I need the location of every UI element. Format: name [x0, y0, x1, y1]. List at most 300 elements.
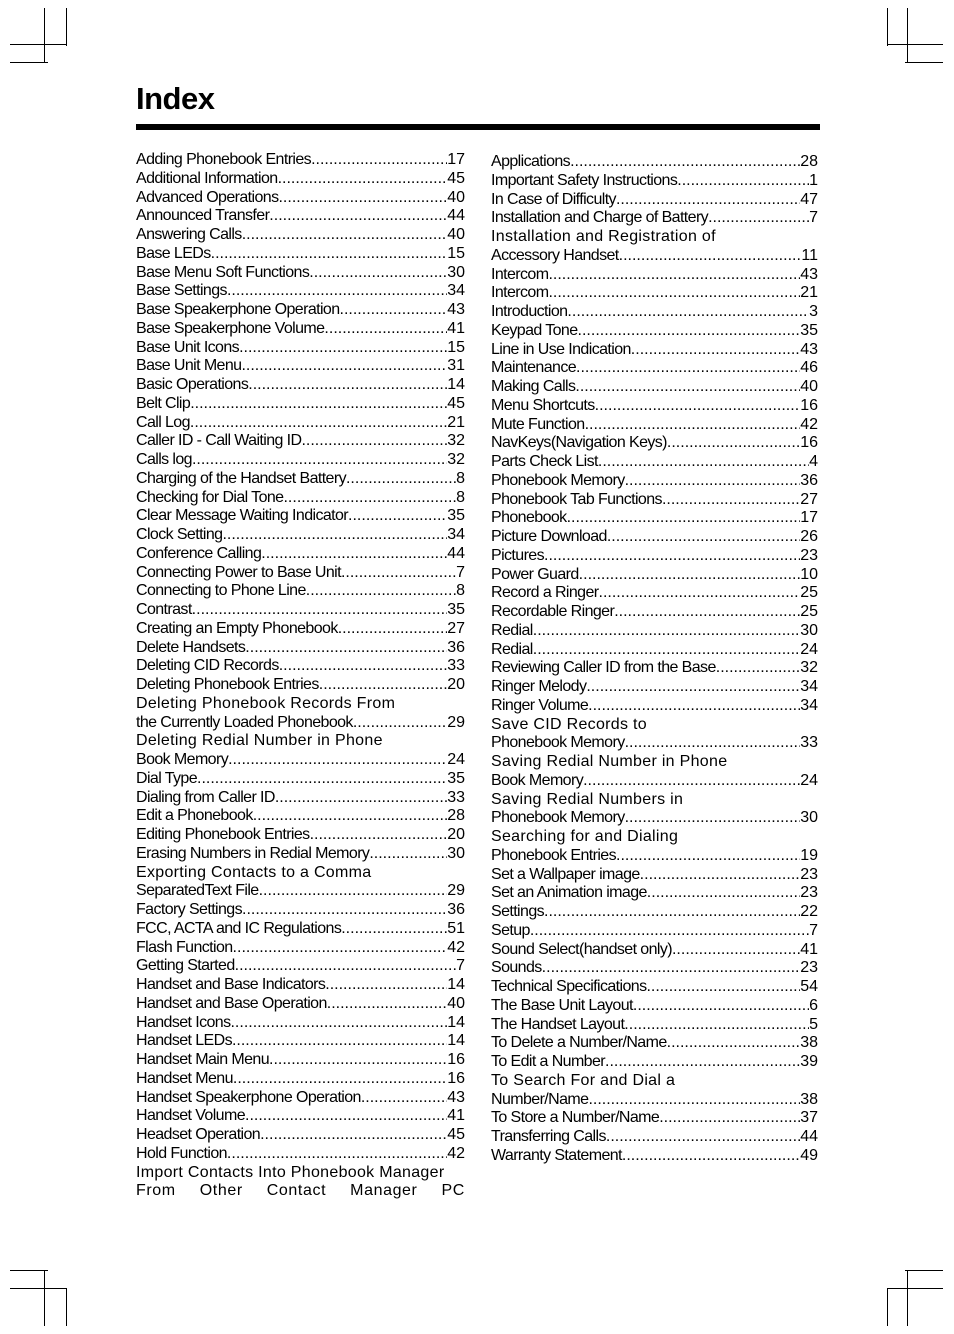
index-entry: [491, 303, 818, 322]
index-entry: [136, 770, 465, 789]
index-entry-label: Book Memory: [136, 751, 229, 768]
index-entry-label: Creating an Empty Phonebook: [136, 619, 338, 637]
dot-leader: [640, 866, 801, 885]
dot-leader: [599, 584, 801, 603]
index-entry-page: 45: [447, 169, 465, 187]
index-entry: [491, 1109, 818, 1128]
index-entry-page: 44: [800, 1128, 818, 1145]
dot-leader: [242, 226, 447, 245]
index-entry: [136, 339, 465, 358]
index-entry-label: Technical Specifications: [491, 978, 647, 995]
index-entry: [136, 282, 465, 301]
dot-leader: [227, 282, 447, 301]
index-entry-label: To Edit a Number: [491, 1053, 606, 1070]
index-entry: [136, 564, 465, 583]
index-entry: [136, 357, 465, 376]
dot-leader: [708, 209, 809, 228]
index-entry-label: NavKeys(Navigation Keys): [491, 434, 667, 452]
index-entry-page: 7: [456, 563, 465, 581]
dot-leader: [259, 882, 448, 901]
index-entry: [491, 547, 818, 566]
index-entry: [491, 397, 818, 416]
index-entry: [136, 301, 465, 320]
dot-leader: [232, 1032, 447, 1051]
index-entry: [491, 472, 818, 491]
index-entry-page: 36: [800, 471, 818, 489]
dot-leader: [327, 995, 447, 1014]
index-entry-label: SeparatedText File: [136, 882, 259, 900]
index-entry-label: Announced Transfer: [136, 207, 270, 225]
index-entry-page: 49: [800, 1146, 818, 1164]
index-entry: [136, 826, 465, 845]
index-entry-label: Handset Menu: [136, 1069, 233, 1087]
index-entry-page: 30: [447, 844, 465, 862]
dot-leader: [197, 770, 447, 789]
dot-leader: [353, 714, 447, 733]
crop-mark: [887, 8, 888, 46]
index-entry-label: Maintenance: [491, 359, 577, 377]
index-entry: [136, 882, 465, 901]
dot-leader: [211, 245, 448, 264]
index-entry-page: 24: [800, 640, 818, 658]
index-entry-label: the Currently Loaded Phonebook: [136, 713, 353, 731]
index-word: Other: [199, 1182, 243, 1200]
index-entry: [491, 1016, 818, 1035]
index-entry-page: 37: [800, 1109, 818, 1127]
index-entry-label: Applications: [491, 153, 571, 170]
index-entry-label: Installation and Charge of Battery: [491, 209, 709, 227]
dot-leader: [646, 978, 800, 997]
index-entry-page: 5: [809, 1015, 818, 1033]
index-entry-first-line: Import Contacts Into Phonebook Manager: [136, 1163, 445, 1181]
crop-mark: [905, 62, 943, 63]
dot-leader: [586, 678, 800, 697]
crop-mark: [66, 1288, 67, 1326]
index-entry-label: Introduction: [491, 303, 568, 320]
index-entry-page: 23: [800, 959, 818, 977]
index-entry: [136, 957, 465, 976]
dot-leader: [241, 357, 447, 376]
index-entry-label: Handset and Base Indicators: [136, 976, 326, 993]
index-entry: [136, 395, 465, 414]
dot-leader: [228, 751, 447, 770]
dot-leader: [324, 320, 447, 339]
dot-leader: [192, 601, 448, 620]
index-entry-page: 8: [456, 469, 465, 487]
index-entry-page: 40: [447, 226, 465, 243]
dot-leader: [598, 453, 809, 472]
index-entry-label: Handset and Base Operation: [136, 994, 327, 1012]
index-entry-label: Mute Function: [491, 415, 585, 433]
index-entry-label: Warranty Statement: [491, 1146, 622, 1164]
dot-leader: [633, 997, 809, 1016]
index-entry: [136, 582, 465, 601]
index-entry-page: 8: [456, 582, 465, 600]
crop-mark: [10, 1288, 66, 1289]
crop-mark: [44, 1270, 45, 1326]
dot-leader: [222, 526, 447, 545]
index-entry-page: 23: [800, 865, 818, 883]
index-entry-label: Record a Ringer: [491, 584, 599, 602]
index-entry-label: Dialing from Caller ID: [136, 788, 275, 806]
index-entry: [136, 264, 465, 283]
dot-leader: [533, 641, 800, 660]
index-entry-first-line: Save CID Records to: [491, 715, 647, 733]
index-entry: [491, 866, 818, 885]
index-entry-label: Phonebook Memory: [491, 471, 625, 489]
dot-leader: [595, 397, 801, 416]
index-entry: [136, 151, 465, 170]
dot-leader: [605, 1053, 800, 1072]
dot-leader: [235, 957, 456, 976]
crop-mark: [10, 44, 66, 45]
index-entry-label: Additional Information: [136, 169, 278, 187]
index-entry-label: Phonebook Entries: [491, 846, 617, 864]
index-entry-label: Phonebook: [491, 509, 567, 527]
index-entry-label: Base Speakerphone Volume: [136, 319, 325, 337]
dot-leader: [567, 303, 809, 322]
index-entry-page: 24: [800, 771, 818, 789]
index-entry-page: 6: [809, 996, 818, 1014]
index-entry-label: Number/Name: [491, 1090, 589, 1108]
dot-leader: [542, 959, 801, 978]
dot-leader: [575, 378, 800, 397]
index-entry-label: Redial: [491, 621, 533, 639]
index-entry: [136, 1014, 465, 1033]
index-entry-first-line: Installation and Registration of: [491, 228, 716, 245]
index-entry: [136, 526, 465, 545]
crop-mark: [887, 1288, 943, 1289]
index-entry-label: Edit a Phonebook: [136, 807, 253, 825]
index-entry-label: Base Settings: [136, 282, 227, 300]
index-entry-label: Call Log: [136, 413, 190, 431]
index-entry-page: 28: [800, 153, 818, 170]
dot-leader: [533, 622, 800, 641]
index-entry-page: 14: [447, 1032, 465, 1050]
dot-leader: [338, 620, 447, 639]
index-entry: [136, 657, 465, 676]
index-entry: [491, 341, 818, 360]
dot-leader: [662, 491, 800, 510]
index-entry-page: 34: [447, 526, 465, 543]
index-entry-page: 30: [800, 621, 818, 639]
index-entry-label: Belt Clip: [136, 394, 191, 412]
crop-mark: [10, 1270, 48, 1271]
index-word: From: [136, 1182, 176, 1200]
index-entry: [491, 359, 818, 378]
crop-mark: [907, 8, 908, 62]
index-entry-label: Handset Volume: [136, 1107, 246, 1125]
index-entry-label: Factory Settings: [136, 901, 243, 918]
index-entry: [491, 172, 818, 191]
index-entry-label: Clock Setting: [136, 526, 223, 543]
dot-leader: [614, 603, 800, 622]
crop-mark: [905, 1270, 943, 1271]
index-entry-label: Setup: [491, 921, 530, 939]
dot-leader: [567, 509, 801, 528]
index-entry: [136, 714, 465, 733]
dot-leader: [230, 1014, 447, 1033]
index-entry: [491, 266, 818, 285]
index-entry-page: 38: [800, 1034, 818, 1052]
index-entry: [136, 995, 465, 1014]
index-entry-justified-line: [136, 1182, 465, 1201]
index-entry: [491, 678, 818, 697]
index-entry-page: 36: [447, 901, 465, 918]
dot-leader: [625, 472, 801, 491]
index-entry: [136, 1145, 465, 1164]
index-entry-page: 30: [447, 263, 465, 281]
index-entry-page: 43: [447, 301, 465, 318]
crop-mark: [907, 1270, 908, 1326]
index-entry-label: Base Menu Soft Functions: [136, 263, 310, 281]
index-entry: [491, 641, 818, 660]
index-entry: [491, 978, 818, 997]
index-entry-page: 41: [447, 319, 465, 337]
index-entry-label: Keypad Tone: [491, 321, 578, 339]
title-rule: [136, 124, 820, 130]
index-entry: [491, 941, 818, 960]
index-entry-label: Base Speakerphone Operation: [136, 301, 340, 318]
dot-leader: [278, 170, 448, 189]
dot-leader: [647, 884, 800, 903]
index-entry-first-line: To Search For and Dial a: [491, 1071, 676, 1089]
dot-leader: [625, 734, 801, 753]
index-entry-label: Power Guard: [491, 565, 579, 583]
index-entry: [136, 1107, 465, 1126]
index-entry: [136, 1051, 465, 1070]
index-entry-page: 41: [447, 1107, 465, 1125]
index-entry: [491, 922, 818, 941]
index-entry: [491, 697, 818, 716]
index-entry-label: Contrast: [136, 601, 192, 618]
index-entry-page: 33: [800, 734, 818, 752]
index-entry: [136, 901, 465, 920]
index-word: Manager: [350, 1182, 418, 1200]
index-entry: [491, 659, 818, 678]
index-entry-label: Calls log: [136, 451, 192, 468]
index-entry-page: 45: [447, 1126, 465, 1143]
dot-leader: [190, 395, 447, 414]
index-entry-first-line: Deleting Redial Number in Phone: [136, 732, 383, 750]
index-entry: [491, 584, 818, 603]
dot-leader: [233, 1070, 447, 1089]
dot-leader: [544, 903, 800, 922]
index-entry: [136, 676, 465, 695]
dot-leader: [260, 1126, 447, 1145]
index-entry: [136, 545, 465, 564]
index-entry-label: Checking for Dial Tone: [136, 488, 284, 506]
index-entry-label: Clear Message Waiting Indicator: [136, 507, 349, 525]
index-entry: [491, 191, 818, 210]
index-entry-page: 17: [447, 151, 465, 168]
index-entry-page: 23: [800, 884, 818, 902]
index-entry: [491, 959, 818, 978]
dot-leader: [283, 489, 456, 508]
index-entry-page: 34: [447, 282, 465, 300]
index-entry-page: 11: [801, 246, 818, 264]
index-entry-page: 51: [447, 919, 465, 937]
index-entry: [491, 1034, 818, 1053]
index-entry-label: To Delete a Number/Name: [491, 1034, 667, 1052]
index-entry: [491, 284, 818, 303]
index-entry-page: 8: [456, 488, 465, 506]
index-entry-label: In Case of Difficulty: [491, 190, 616, 208]
index-entry-page: 16: [447, 1051, 465, 1068]
index-entry-page: 15: [447, 244, 465, 262]
index-entry-page: 33: [447, 788, 465, 806]
index-entry-label: Adding Phonebook Entries: [136, 151, 312, 168]
dot-leader: [233, 939, 448, 958]
index-entry-page: 14: [447, 976, 465, 993]
index-entry: [491, 1053, 818, 1072]
index-entry-label: Base Unit Menu: [136, 357, 242, 375]
index-entry-page: 40: [447, 994, 465, 1012]
index-entry-label: Book Memory: [491, 771, 584, 789]
index-entry-page: 35: [447, 769, 465, 787]
index-entry-label: Answering Calls: [136, 226, 242, 243]
index-entry: [136, 189, 465, 208]
index-entry-page: 28: [447, 807, 465, 825]
index-entry: [136, 751, 465, 770]
dot-leader: [239, 339, 447, 358]
dot-leader: [261, 545, 447, 564]
index-entry-first-line: Saving Redial Number in Phone: [491, 753, 728, 770]
index-entry: [136, 1089, 465, 1108]
index-entry-page: 23: [800, 546, 818, 564]
index-entry: [491, 209, 818, 228]
index-entry: [491, 491, 818, 510]
index-entry-page: 34: [800, 696, 818, 714]
index-entry-page: 36: [447, 638, 465, 656]
dot-leader: [588, 697, 800, 716]
index-entry: [136, 320, 465, 339]
dot-leader: [576, 359, 800, 378]
index-entry-page: 35: [447, 507, 465, 525]
index-entry-page: 42: [447, 938, 465, 956]
dot-leader: [278, 189, 447, 208]
index-entry: [136, 226, 465, 245]
index-entry-label: Recordable Ringer: [491, 603, 615, 620]
index-entry-label: Caller ID - Call Waiting ID: [136, 432, 302, 450]
index-entry-page: 7: [809, 209, 818, 227]
index-entry-label: Reviewing Caller ID from the Base: [491, 659, 716, 677]
index-entry: [136, 470, 465, 489]
index-entry-page: 35: [447, 601, 465, 618]
index-entry-label: Charging of the Handset Battery: [136, 469, 346, 487]
index-entry-page: 25: [800, 584, 818, 602]
index-entry: [491, 1091, 818, 1110]
index-entry-page: 45: [447, 394, 465, 412]
dot-leader: [245, 1107, 447, 1126]
dot-leader: [311, 151, 447, 170]
index-entry-page: 19: [800, 846, 818, 864]
index-column-left: [136, 151, 465, 1201]
index-entry: [136, 489, 465, 508]
index-entry-label: Ringer Volume: [491, 696, 589, 714]
index-entry-label: Menu Shortcuts: [491, 396, 595, 414]
dot-leader: [269, 1051, 447, 1070]
dot-leader: [624, 1016, 809, 1035]
index-entry: [136, 170, 465, 189]
index-entry-page: 24: [447, 751, 465, 768]
index-entry-page: 10: [800, 565, 818, 583]
index-entry-page: 7: [456, 957, 465, 975]
dot-leader: [530, 922, 809, 941]
index-entry-label: Phonebook Tab Functions: [491, 490, 662, 508]
dot-leader: [248, 376, 447, 395]
index-entry-page: 41: [800, 940, 818, 958]
index-entry-label: Phonebook Memory: [491, 734, 625, 752]
index-entry: [491, 453, 818, 472]
index-entry-page: 32: [447, 432, 465, 450]
index-entry: [491, 734, 818, 753]
dot-leader: [242, 901, 447, 920]
index-entry-page: 44: [447, 544, 465, 562]
dot-leader: [190, 414, 447, 433]
index-entry-label: Handset Icons: [136, 1013, 231, 1031]
index-entry-page: 21: [447, 413, 465, 431]
index-entry-label: The Base Unit Layout: [491, 996, 633, 1014]
index-entry: [136, 245, 465, 264]
index-entry-label: Advanced Operations: [136, 188, 279, 206]
index-entry: [491, 247, 818, 266]
index-entry-page: 40: [447, 188, 465, 206]
dot-leader: [306, 582, 456, 601]
dot-leader: [716, 659, 800, 678]
index-entry-label: FCC, ACTA and IC Regulations: [136, 919, 342, 937]
dot-leader: [346, 470, 456, 489]
dot-leader: [361, 1089, 447, 1108]
index-entry-label: Delete Handsets: [136, 638, 246, 656]
dot-leader: [606, 1128, 800, 1147]
index-entry-page: 7: [809, 921, 818, 939]
index-entry-page: 32: [447, 451, 465, 468]
index-entry-label: Settings: [491, 903, 545, 920]
dot-leader: [341, 564, 456, 583]
dot-leader: [275, 789, 447, 808]
index-entry-first-line: Searching for and Dialing: [491, 828, 679, 845]
dot-leader: [253, 807, 447, 826]
index-entry-page: 16: [800, 396, 818, 414]
index-entry-page: 25: [800, 603, 818, 620]
index-entry: [136, 807, 465, 826]
index-entry: [136, 920, 465, 939]
dot-leader: [544, 547, 800, 566]
index-word: Contact: [266, 1182, 327, 1200]
index-entry-page: 38: [800, 1090, 818, 1108]
index-entry: [136, 789, 465, 808]
dot-leader: [672, 941, 800, 960]
dot-leader: [369, 845, 447, 864]
index-entry: [491, 1128, 818, 1147]
index-entry-page: 16: [447, 1069, 465, 1087]
index-entry-page: 46: [800, 359, 818, 377]
crop-mark: [887, 44, 943, 45]
index-entry-page: 43: [800, 340, 818, 358]
dot-leader: [340, 301, 448, 320]
index-entry-page: 29: [447, 713, 465, 731]
index-entry-label: Flash Function: [136, 938, 233, 956]
index-entry-label: Handset LEDs: [136, 1032, 232, 1050]
crop-mark: [10, 62, 48, 63]
index-entry-label: Pictures: [491, 546, 544, 564]
dot-leader: [192, 451, 447, 470]
dot-leader: [310, 826, 448, 845]
index-entry: [136, 1032, 465, 1051]
dot-leader: [548, 266, 800, 285]
index-entry-page: 42: [447, 1144, 465, 1162]
